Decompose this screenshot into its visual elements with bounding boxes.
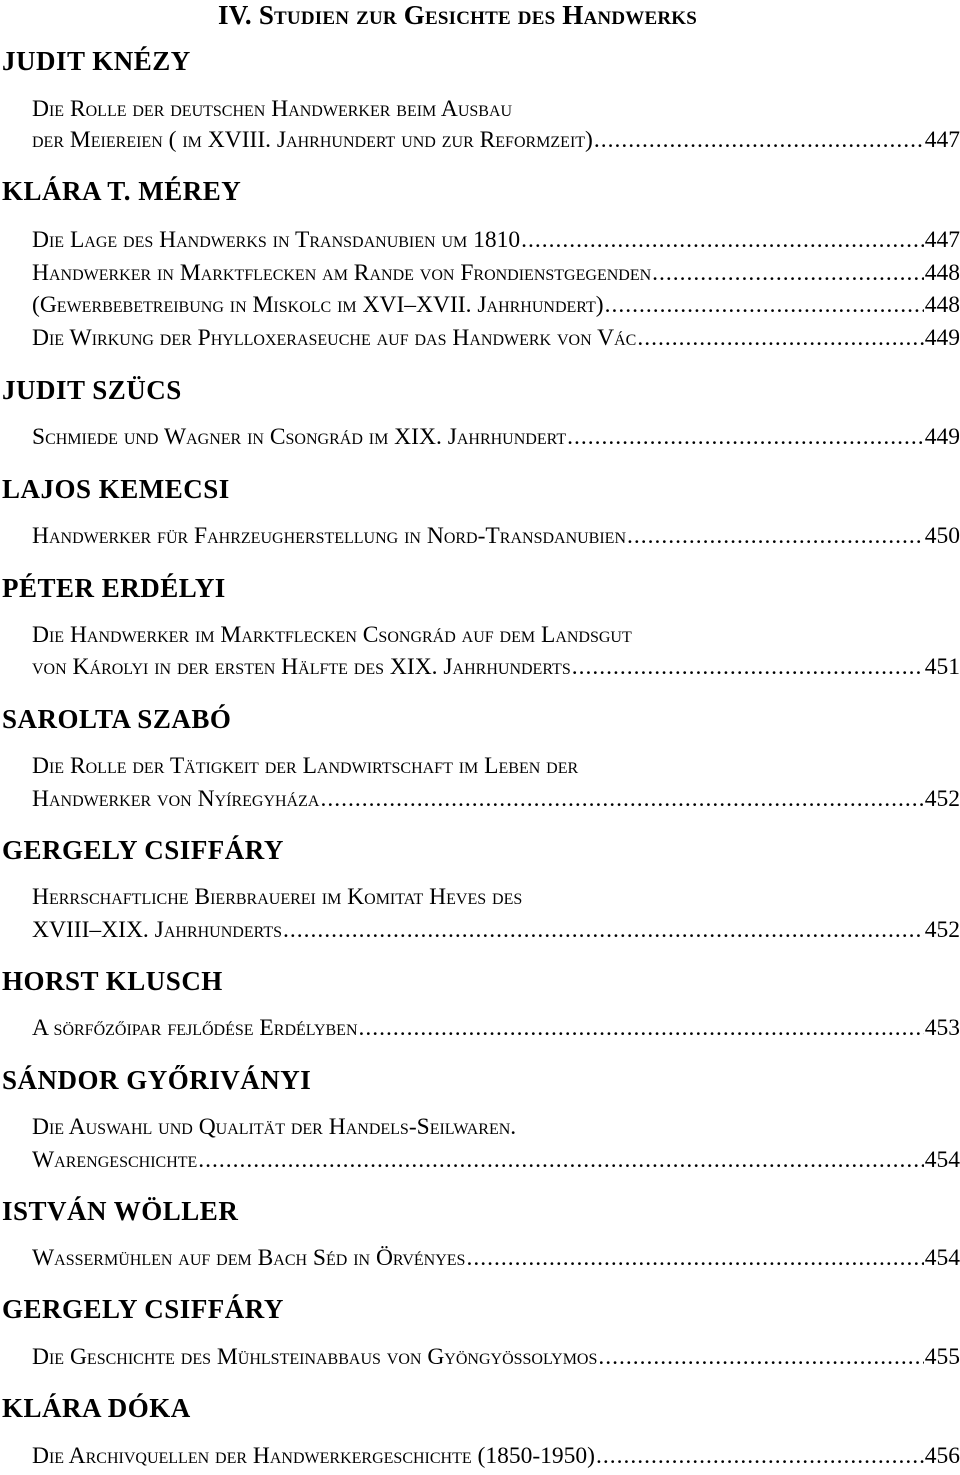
toc-entry-title: Handwerker für Fahrzeugherstellung in Nord-Transdanubien: [32, 523, 627, 549]
author-name: JUDIT KNÉZY: [2, 46, 191, 76]
toc-entry-title: Die Lage des Handwerks in Transdanubien um 1810: [32, 227, 521, 253]
author-name: LAJOS KEMECSI: [2, 474, 230, 504]
toc-entry-line[interactable]: [32, 654, 960, 684]
toc-entry-title: Handwerker in Marktflecken am Rande von Frondienstgegenden: [32, 260, 652, 286]
toc-entry-title: Die Handwerker im Marktflecken Csongrád auf dem Landsgut: [32, 622, 632, 648]
toc-entry-line[interactable]: [32, 1147, 960, 1177]
toc-page-number: 447: [924, 127, 960, 153]
dot-leader: [652, 260, 924, 287]
toc-entry-title: der Meiereien ( im XVIII. Jahrhundert und zur Reformzeit): [32, 127, 593, 153]
author-name: GERGELY CSIFFÁRY: [2, 1294, 284, 1324]
dot-leader: [637, 325, 923, 352]
toc-entry-line[interactable]: [32, 622, 960, 652]
toc-entry-title: Herrschaftliche Bierbrauerei im Komitat Heves des: [32, 884, 523, 910]
toc-entry-line[interactable]: [32, 917, 960, 947]
toc-entry-title: XVIII–XIX. Jahrhunderts: [32, 917, 282, 943]
dot-leader: [567, 424, 924, 451]
dot-leader: [627, 523, 924, 550]
toc-entry-line[interactable]: [32, 292, 960, 322]
toc-entry-line[interactable]: [32, 884, 960, 914]
toc-entry-line[interactable]: [32, 424, 960, 454]
toc-page-number: 452: [924, 917, 960, 943]
toc-page-number: 451: [924, 654, 960, 680]
dot-leader: [521, 227, 924, 254]
section-title: IV. Studien zur Gesichte des Handwerks: [218, 0, 698, 30]
toc-entry-line[interactable]: [32, 1114, 960, 1144]
dot-leader: [466, 1245, 923, 1272]
author-name: GERGELY CSIFFÁRY: [2, 835, 284, 865]
toc-page-number: 456: [924, 1443, 960, 1469]
author-name: HORST KLUSCH: [2, 966, 223, 996]
toc-entry-line[interactable]: [32, 753, 960, 783]
toc-page-number: 455: [924, 1344, 960, 1370]
toc-entry-line[interactable]: [32, 325, 960, 355]
toc-entry-title: Die Rolle der Tätigkeit der Landwirtschaft im Leben der: [32, 753, 579, 779]
toc-entry-line[interactable]: [32, 1443, 960, 1473]
author-name: ISTVÁN WÖLLER: [2, 1196, 239, 1226]
author-name: SÁNDOR GYŐRIVÁNYI: [2, 1065, 312, 1095]
toc-entry-title: Die Archivquellen der Handwerkergeschichte (1850-1950): [32, 1443, 595, 1469]
toc-entry-title: Die Wirkung der Phylloxeraseuche auf das Handwerk von Vác: [32, 325, 637, 351]
toc-page-number: 450: [924, 523, 960, 549]
dot-leader: [198, 1147, 923, 1174]
toc-entry-title: (Gewerbebetreibung in Miskolc im XVI–XVII. Jahrhundert): [32, 292, 604, 318]
toc-entry-title: Handwerker von Nyíregyháza: [32, 786, 320, 812]
toc-page-number: 452: [924, 786, 960, 812]
toc-page-number: 449: [924, 424, 960, 450]
dot-leader: [605, 292, 924, 319]
toc-entry-title: Warengeschichte: [32, 1147, 198, 1173]
toc-entry-line[interactable]: [32, 1344, 960, 1374]
author-name: PÉTER ERDÉLYI: [2, 573, 226, 603]
author-name: KLÁRA T. MÉREY: [2, 176, 242, 206]
author-name: SAROLTA SZABÓ: [2, 704, 232, 734]
toc-entry-title: Die Geschichte des Mühlsteinabbaus von Gyöngyössolymos: [32, 1344, 598, 1370]
dot-leader: [594, 127, 924, 154]
toc-entry-title: Wassermühlen auf dem Bach Séd in Örvényes: [32, 1245, 466, 1271]
toc-entry-title: Die Auswahl und Qualität der Handels-Seilwaren.: [32, 1114, 517, 1140]
dot-leader: [572, 654, 924, 681]
toc-entry-line[interactable]: [32, 523, 960, 553]
toc-entry-line[interactable]: [32, 227, 960, 257]
toc-entry-title: Die Rolle der deutschen Handwerker beim Ausbau: [32, 96, 513, 122]
dot-leader: [359, 1015, 924, 1042]
dot-leader: [596, 1443, 924, 1470]
dot-leader: [598, 1344, 923, 1371]
toc-entry-line[interactable]: [32, 96, 960, 126]
author-name: KLÁRA DÓKA: [2, 1393, 191, 1423]
toc-entry-line[interactable]: [32, 1245, 960, 1275]
dot-leader: [283, 917, 924, 944]
toc-entry-title: A sörfőzőipar fejlődése Erdélyben: [32, 1015, 358, 1041]
toc-entry-title: von Károlyi in der ersten Hälfte des XIX. Jahrhunderts: [32, 654, 571, 680]
toc-page-number: 454: [924, 1147, 960, 1173]
toc-entry-line[interactable]: [32, 786, 960, 816]
author-name: JUDIT SZÜCS: [2, 375, 182, 405]
toc-page-number: 448: [924, 260, 960, 286]
toc-page-number: 447: [924, 227, 960, 253]
toc-page-number: 449: [924, 325, 960, 351]
toc-page-number: 454: [924, 1245, 960, 1271]
toc-entry-line[interactable]: [32, 1015, 960, 1045]
toc-entry-line[interactable]: [32, 260, 960, 290]
toc-entry-title: Schmiede und Wagner in Csongrád im XIX. Jahrhundert: [32, 424, 567, 450]
toc-entry-line[interactable]: [32, 127, 960, 157]
toc-page-number: 453: [924, 1015, 960, 1041]
dot-leader: [320, 786, 923, 813]
toc-page-number: 448: [924, 292, 960, 318]
